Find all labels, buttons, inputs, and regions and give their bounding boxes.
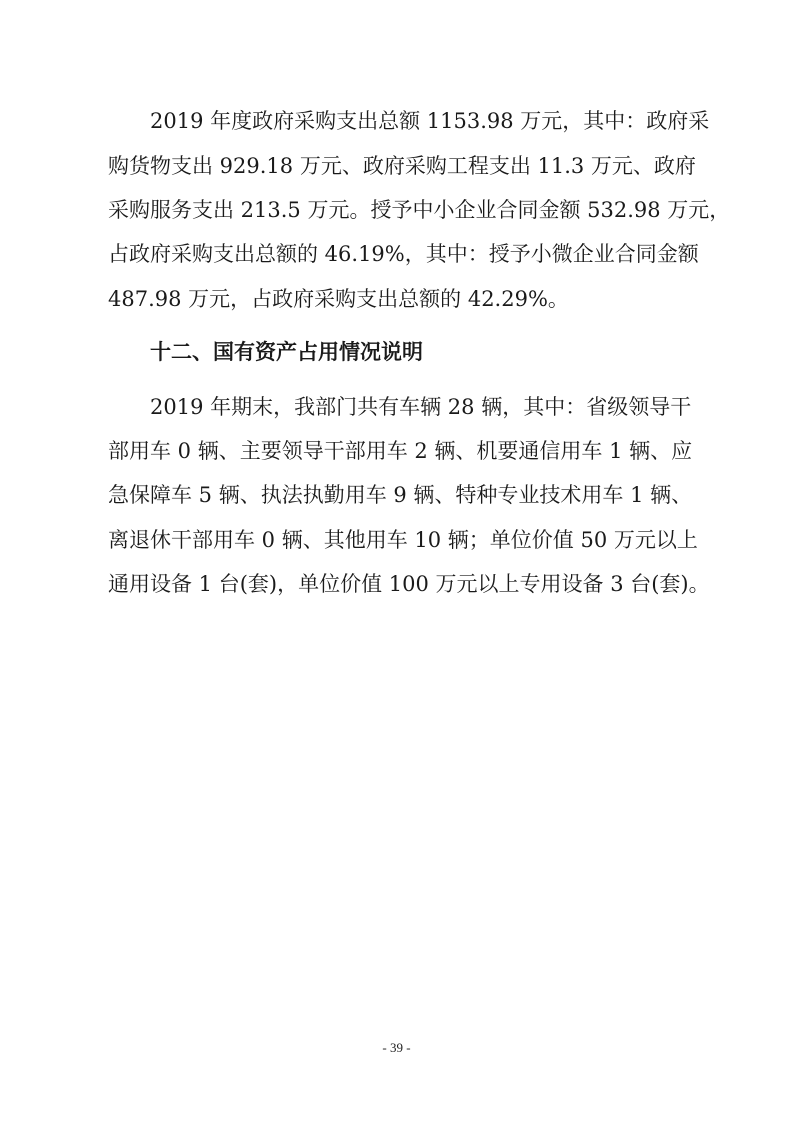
assets-line-4: 离退休干部用车 0 辆、其他用车 10 辆；单位价值 50 万元以上 (108, 528, 698, 552)
section-heading-state-assets: 十二、国有资产占用情况说明 (150, 340, 423, 364)
assets-line-3: 急保障车 5 辆、执法执勤用车 9 辆、特种专业技术用车 1 辆、 (108, 483, 693, 507)
procurement-line-3: 采购服务支出 213.5 万元。授予中小企业合同金额 532.98 万元， (108, 198, 731, 222)
assets-line-5: 通用设备 1 台(套)，单位价值 100 万元以上专用设备 3 台(套)。 (108, 572, 710, 596)
page-number: - 39 - (382, 1040, 411, 1055)
assets-line-2: 部用车 0 辆、主要领导干部用车 2 辆、机要通信用车 1 辆、应 (108, 439, 693, 463)
assets-line-1: 2019 年期末，我部门共有车辆 28 辆，其中：省级领导干 (150, 395, 692, 419)
procurement-line-5: 487.98 万元，占政府采购支出总额的 42.29%。 (108, 287, 569, 311)
procurement-line-2: 购货物支出 929.18 万元、政府采购工程支出 11.3 万元、政府 (108, 154, 696, 178)
procurement-line-4: 占政府采购支出总额的 46.19%，其中：授予小微企业合同金额 (108, 242, 699, 266)
procurement-line-1: 2019 年度政府采购支出总额 1153.98 万元，其中：政府采 (150, 109, 710, 133)
